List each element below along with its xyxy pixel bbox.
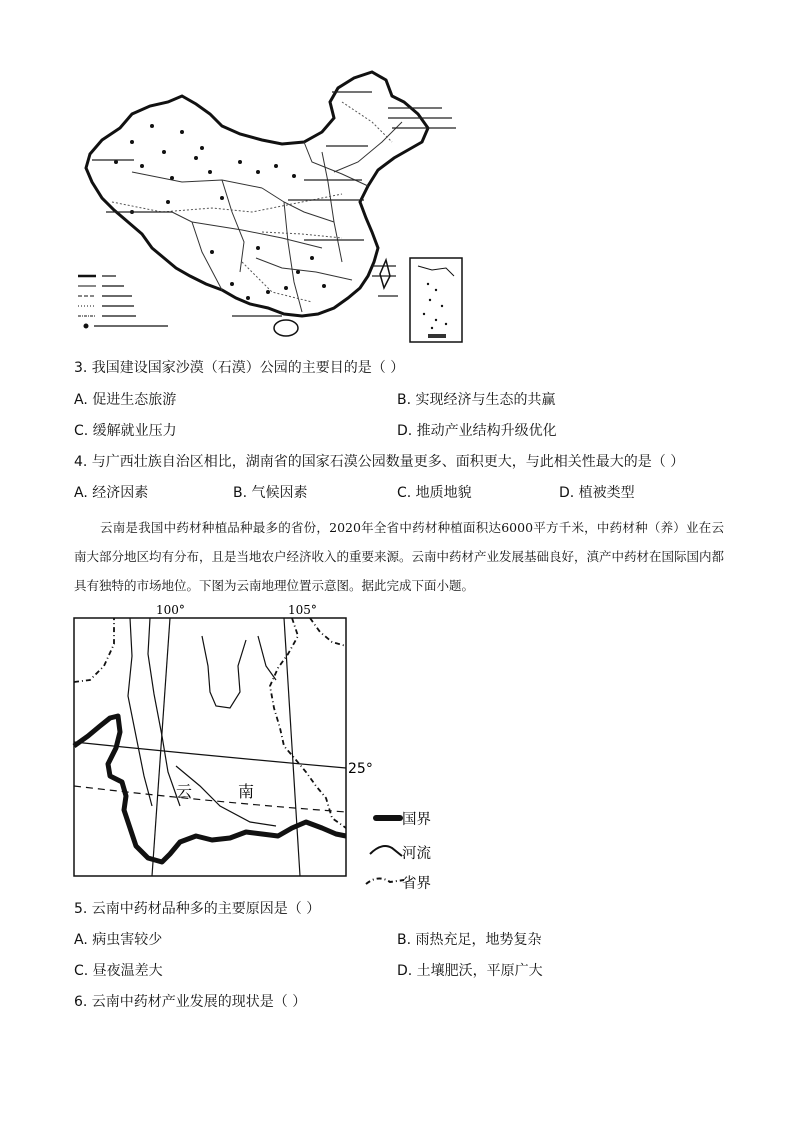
yunnan-map-figure <box>70 596 450 896</box>
question-4-stem: 4. 与广西壮族自治区相比，湖南省的国家石漠公园数量更多、面积更大，与此相关性最大的是（ ） <box>74 454 685 470</box>
tropic-dashed-line <box>74 786 346 812</box>
question-5-option-c[interactable]: C. 昼夜温差大 <box>74 963 163 979</box>
china-outline <box>86 72 428 316</box>
longitude-105-label: 105° <box>288 603 317 617</box>
legend-river-label: 河流 <box>402 846 431 862</box>
meridian-105 <box>284 618 300 876</box>
latitude-25-label: 25° <box>348 761 373 777</box>
question-4-option-d[interactable]: D. 植被类型 <box>559 485 635 501</box>
legend-provincial-border-symbol <box>366 878 404 884</box>
question-6-stem: 6. 云南中药材产业发展的现状是（ ） <box>74 994 307 1010</box>
question-5-stem: 5. 云南中药材品种多的主要原因是（ ） <box>74 901 321 917</box>
yunnan-label-char-1: 云 <box>176 782 193 801</box>
question-4-option-c[interactable]: C. 地质地貌 <box>397 485 472 501</box>
china-map-legend <box>78 276 168 328</box>
yunnan-map-svg <box>70 596 450 896</box>
hainan-island <box>274 320 298 336</box>
reading-passage: 云南是我国中药材种植品种最多的省份，2020年全省中药材种植面积达6000平方千米，中药材种（养）业在云南大部分地区均有分布，且是当地农户经济收入的重要来源。云南中药材产业发展基础良好，滇产中药材在国际国内都具有独特的市场地位。下图为云南地理位置示意图。据此完成下面小题。 <box>74 520 725 593</box>
taiwan-island <box>380 260 390 288</box>
longitude-100-label: 100° <box>156 603 185 617</box>
china-map-figure <box>72 62 472 346</box>
national-border-line <box>74 716 346 862</box>
question-3-option-a[interactable]: A. 促进生态旅游 <box>74 392 177 408</box>
legend-provincial-border-label: 省界 <box>402 876 431 892</box>
meridian-100 <box>152 618 170 876</box>
south-china-sea-inset <box>410 258 462 342</box>
question-3-option-c[interactable]: C. 缓解就业压力 <box>74 423 177 439</box>
question-3-stem: 3. 我国建设国家沙漠（石漠）公园的主要目的是（ ） <box>74 360 405 376</box>
question-4-option-a[interactable]: A. 经济因素 <box>74 485 149 501</box>
legend-river-symbol <box>370 846 402 856</box>
question-5-option-d[interactable]: D. 土壤肥沃，平原广大 <box>397 963 543 979</box>
zone-labels <box>92 92 456 316</box>
yunnan-map-legend <box>366 811 431 892</box>
question-5-option-b[interactable]: B. 雨热充足，地势复杂 <box>397 932 542 948</box>
legend-national-border-label: 国界 <box>402 812 431 828</box>
china-map-svg <box>72 62 472 346</box>
yunnan-label-char-2: 南 <box>238 782 255 801</box>
question-5-option-a[interactable]: A. 病虫害较少 <box>74 932 163 948</box>
question-4-option-b[interactable]: B. 气候因素 <box>233 485 308 501</box>
question-3-option-b[interactable]: B. 实现经济与生态的共赢 <box>397 392 556 408</box>
question-3-option-d[interactable]: D. 推动产业结构升级优化 <box>397 423 557 439</box>
